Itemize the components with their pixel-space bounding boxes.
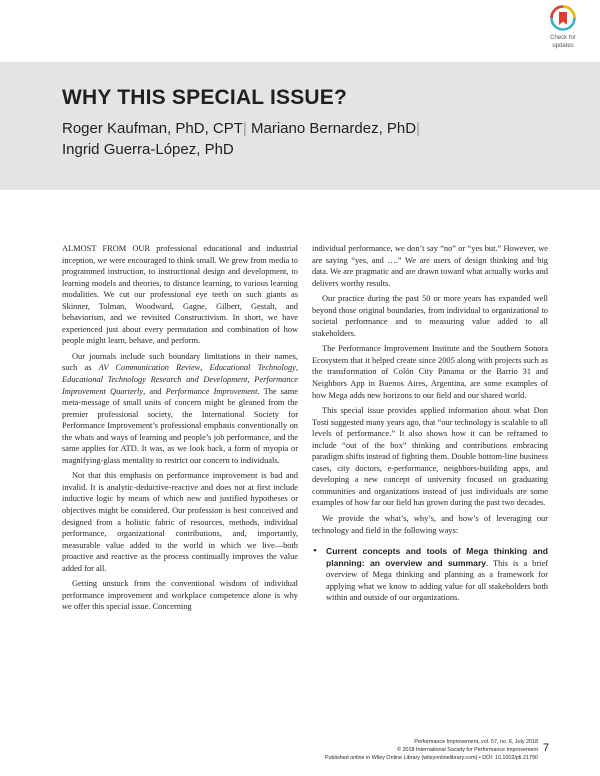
page-number: 7 xyxy=(543,742,550,754)
article-title: WHY THIS SPECIAL ISSUE? xyxy=(62,86,348,109)
footer-copyright: © 2018 International Society for Performance Improvement xyxy=(397,747,538,753)
body-paragraph: This special issue provides applied information about what Don Tosti suggested many years ago, that “our technology is scalable to all levels of performance.” It also shows how it can be reframed to include “out of the box” thinking and contributions embracing paradigm shifts instead of fighting them. Double bottom-line business cases, city doctors, e-performance, neighbors-building apps, and developing a new concept of university focused on graduating communities and organizations instead of just individuals are some examples of how far our field has grown during the past two decades. xyxy=(312,406,548,508)
badge-label-line1: Check for xyxy=(550,35,576,41)
bullet-heading: Current concepts and tools of Mega thinking and planning: an overview and summary xyxy=(326,546,548,568)
body-paragraph: Our practice during the past 50 or more years has expanded well beyond those original boundaries, from individual to organizational to societal performance and to measuring value added to all stakeholders. xyxy=(312,294,548,338)
bullet-text: . This is a brief overview of Mega thinking and planning as a framework for applying what we know to adding value for all stakeholders both within and outside of our organizations. xyxy=(326,558,548,603)
journal-title: Educational Technology xyxy=(209,363,296,373)
footer-citation: Performance Improvement, vol. 57, no. 6, July 2018 xyxy=(414,739,538,745)
badge-label-line2: updates xyxy=(552,43,574,49)
author-list xyxy=(62,118,502,160)
journal-title: Performance Improvement xyxy=(165,386,258,396)
body-paragraph: individual performance, we don’t say “no” or “yes but.” However, we are saying “yes, and ….” We are users of design thinking and big data. We are pragmatic and are drawn toward what actually works and delivers worthy results. xyxy=(312,244,548,288)
left-column xyxy=(62,243,298,617)
author-name: Roger Kaufman, PhD, CPT xyxy=(62,120,243,137)
footer-doi: Published online in Wiley Online Library (wileyonlinelibrary.com) • DOI: 10.1002/pfi.21790 xyxy=(324,755,538,761)
body-paragraph: The Performance Improvement Institute and the Southern Sonora Ecosystem that it helped create since 2005 along with projects such as the transformation of Colón City Panama or the Barrio 31 and Neighbors App in Buenos Aires, Argentina, are some examples of how Mega adds new horizons to our field and our shared world. xyxy=(312,344,548,400)
journal-footer xyxy=(325,738,538,762)
bullet-item xyxy=(312,546,548,604)
bullet-list xyxy=(312,546,548,604)
journal-title: Educational Technology Research and Development xyxy=(62,375,248,385)
check-for-updates-badge[interactable] xyxy=(538,4,588,54)
author-name: Ingrid Guerra-López, PhD xyxy=(62,141,234,158)
body-paragraph-journals: Our journals include such boundary limitations in their names, such as AV Communication Review, Educational Technology, Educational Technology Research and Development, Performance Improvement Quarterly, and Performance Improvement. The same meta-message of small units of concern might be gleaned from the premier professional society, the International Society for Performance Improvement’s professional emphasis conventionally on the whats and ways of learning and people’s job performance, and the same applies for ATD. It was, as we look back, a form of myopia or magnifying-glass mentality to restrict our concern to individuals. xyxy=(62,351,298,465)
right-column xyxy=(312,243,548,604)
body-paragraph: We provide the what’s, why’s, and how’s of leveraging our technology and field in the following ways: xyxy=(312,514,548,535)
journal-title: Performance Improvement Quarterly xyxy=(62,375,298,396)
journal-title: AV Communication Review xyxy=(98,363,201,373)
author-separator: | xyxy=(416,120,420,137)
author-name: Mariano Bernardez, PhD xyxy=(251,120,417,137)
check-for-updates-icon xyxy=(550,4,576,34)
author-separator: | xyxy=(242,120,247,137)
body-paragraph: ALMOST FROM OUR professional educational and industrial inception, we were encouraged to think small. We grew from media to programmed instruction, to instructional design and development, to learning models and theories, to distance learning, to various learning modalities. We cut our professional eye teeth on such giants as Skinner, Tolman, Woodward, Gagne, Gilbert, Gestalt, and behaviorism, and we revisited Constructivism. In short, we have experienced just about every permutation and combination of how people might learn, behave, and perform. xyxy=(62,244,298,346)
body-paragraph: Getting unstuck from the conventional wisdom of individual performance improvement and workplace competence alone is why we offer this special issue. Concerning xyxy=(62,579,298,612)
body-paragraph: Not that this emphasis on performance improvement is bad and invalid. It is analytic-deductive-reactive and does not at first include inductive logic by means of which new and justified hypotheses or objectives might be considered. Our profession is best conceived and designed from a holistic fabric of resources, methods, individual performance, organizational contributions, and, importantly, measurable value added to the world in which we live—both proactive and reactive as the process continually improves the value added for all. xyxy=(62,471,298,573)
